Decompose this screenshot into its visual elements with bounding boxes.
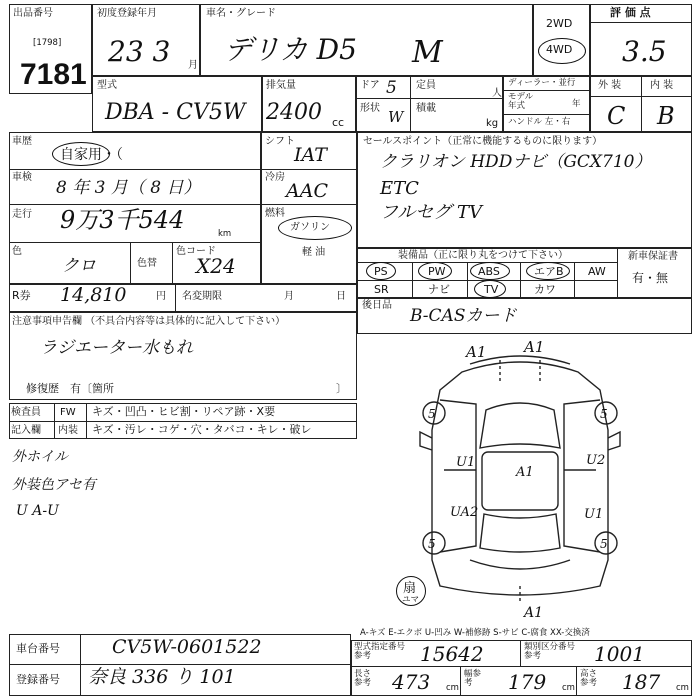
length-cm: cm: [446, 683, 459, 693]
first-reg-label: 初度登録年月: [97, 8, 157, 19]
first-reg-month-unit: 月: [188, 60, 198, 71]
width-cm: cm: [562, 683, 575, 693]
inspector-note-1: 外ホイル: [12, 449, 68, 465]
length-value: 473: [392, 670, 431, 694]
car-name: デリカ D5: [224, 33, 357, 66]
model-cat-label: 型式指定番号 参考: [354, 642, 406, 662]
fw-label: FW: [60, 407, 76, 418]
height-cm: cm: [676, 683, 689, 693]
tv-circle: [474, 280, 506, 298]
lot-label: 出品番号: [13, 8, 53, 19]
wheel-mark-rl: 5: [428, 537, 436, 551]
inspector-note-2: 外装色アセ有: [12, 477, 96, 493]
model-cat-value: 15642: [420, 642, 484, 666]
sales-line1: クラリオン HDDナビ（GCX710）: [380, 152, 652, 172]
chassis-value: CV5W-0601522: [112, 636, 262, 658]
ac-value: AAC: [286, 180, 328, 202]
equip-navi: ナビ: [428, 283, 450, 296]
model-label: 型式: [97, 80, 117, 91]
damage-mark-right-rear: U1: [584, 507, 604, 522]
wheel-mark-fr: 5: [600, 407, 608, 421]
drive-2wd: 2WD: [546, 17, 573, 30]
first-reg-value: 23 3: [108, 35, 171, 68]
capacity-label: 定員: [416, 80, 436, 91]
model-year-label: モデル年式: [508, 92, 534, 112]
fuel-gasoline: ガソリン: [290, 222, 330, 233]
equip-abs: ABS: [478, 265, 500, 278]
repair-label: 修復歴 有〔箇所: [26, 382, 114, 395]
inspector-label2: 記入欄: [11, 425, 41, 436]
shift-label: シフト: [265, 136, 295, 147]
name-change-month: 月: [284, 291, 294, 302]
fuel-label: 燃料: [265, 208, 285, 219]
after-value: B-CASカード: [410, 306, 517, 326]
recycle-label: R券: [12, 289, 31, 302]
equip-airbag: エアB: [534, 265, 564, 278]
score-label: 評 価 点: [610, 6, 651, 19]
load-unit: kg: [486, 118, 499, 129]
height-value: 187: [622, 670, 661, 694]
damage-mark-roof: A1: [516, 465, 534, 480]
interior-label: 内 装: [650, 80, 674, 91]
damage-mark-front-left: A1: [466, 343, 487, 361]
damage-mark-right-door: U2: [586, 453, 606, 468]
damage-mark-left-rear: UA2: [450, 505, 479, 520]
inspector-stamp-sub: ユマ: [402, 595, 420, 605]
name-change-label: 名変期限: [182, 291, 222, 302]
chassis-label: 車台番号: [16, 642, 60, 655]
lot-small-number: [1798]: [33, 38, 62, 48]
cc-unit: cc: [332, 116, 345, 129]
damage-mark-left-door: U1: [456, 455, 476, 470]
width-value: 179: [508, 670, 547, 694]
km-unit: km: [218, 229, 232, 239]
damage-mark-front-right: A1: [524, 338, 545, 356]
displacement-value: 2400: [266, 100, 322, 125]
car-grade: M: [412, 35, 443, 70]
pw-circle: [418, 262, 452, 280]
recycle-yen: 円: [156, 291, 166, 302]
inspector-label1: 検査員: [11, 407, 41, 418]
sales-line2: ETC: [380, 178, 419, 199]
color-value: クロ: [62, 256, 96, 276]
reg-label: 登録番号: [16, 673, 60, 686]
history-value: 自家用・（: [60, 147, 123, 163]
reg-value: 奈良 336 り 101: [88, 666, 236, 688]
inspection-label: 車検: [12, 172, 32, 183]
color-code-label: 色コード: [176, 246, 216, 257]
interior-items-label: 内装: [58, 425, 78, 436]
shift-value: IAT: [294, 144, 327, 166]
damage-legend: A-キズ E-エクボ U-凹み W-補修跡 S-サビ C-腐食 XX-交換済: [360, 628, 590, 638]
color-change-label: 色替: [137, 258, 157, 269]
door-label: ドア: [360, 80, 380, 91]
inspector-note-3: U A-U: [16, 503, 59, 519]
model-value: DBA - CV5W: [105, 100, 246, 125]
handle-label: ハンドル 左・右: [508, 117, 571, 127]
equip-pw: PW: [428, 265, 446, 278]
dealer-label: ディーラー・並行: [508, 78, 576, 88]
damage-mark-rear: A1: [524, 605, 544, 621]
sales-label: セールスポイント（正常に機能するものに限ります）: [363, 136, 603, 147]
equip-leather: カワ: [534, 283, 556, 296]
exterior-value: C: [607, 102, 626, 130]
displacement-label: 排気量: [266, 80, 296, 91]
equipment-label: 装備品（正に限り丸をつけて下さい）: [398, 250, 568, 261]
recycle-value: 14,810: [60, 284, 127, 306]
shape-value: W: [388, 108, 404, 126]
ps-circle: [366, 262, 396, 280]
name-grade-label: 車名・グレード: [206, 8, 276, 19]
door-value: 5: [386, 78, 397, 98]
mileage-label: 走行: [12, 209, 32, 220]
history-label: 車歴: [12, 136, 32, 147]
mileage-value: 9万3千544: [60, 206, 185, 234]
wheel-mark-fl: 5: [428, 407, 436, 421]
interior-value: B: [657, 102, 675, 130]
load-label: 積載: [416, 103, 436, 114]
year-unit: 年: [572, 99, 581, 109]
inspection-value: 8 年 3 月（ 8 日）: [56, 178, 201, 198]
equip-sr: SR: [374, 283, 389, 296]
color-label: 色: [12, 246, 22, 257]
score-value: 3.5: [622, 35, 667, 68]
shape-label: 形状: [360, 103, 380, 114]
color-code-value: X24: [196, 254, 236, 278]
width-label: 幅参考: [464, 669, 482, 689]
height-label: 高さ参考: [580, 669, 598, 689]
equip-tv: TV: [484, 283, 499, 296]
inspector-stamp-text: 扇: [403, 581, 417, 596]
fuel-light: 軽 油: [302, 247, 326, 258]
sales-line3: フルセグ TV: [380, 202, 483, 223]
name-change-day: 日: [336, 291, 346, 302]
length-label: 長さ参考: [354, 669, 372, 689]
after-box: [357, 298, 692, 334]
abs-circle: [470, 262, 510, 280]
ac-label: 冷房: [265, 172, 285, 183]
exterior-label: 外 装: [598, 80, 622, 91]
repair-bracket: 〕: [336, 382, 347, 395]
class-value: 1001: [594, 642, 645, 666]
fw-items: キズ・凹凸・ヒビ割・リペア跡・X要: [92, 405, 276, 418]
equip-aw: AW: [588, 265, 606, 278]
remarks-value: ラジエーター水もれ: [40, 338, 193, 358]
new-car-label: 新車保証書: [628, 251, 678, 262]
new-car-value: 有・無: [632, 271, 669, 285]
drive-4wd: 4WD: [546, 43, 573, 56]
interior-items: キズ・汚レ・コゲ・穴・タバコ・キレ・破レ: [92, 423, 312, 436]
wheel-mark-rr: 5: [600, 537, 608, 551]
capacity-unit: 人: [492, 88, 502, 99]
after-label: 後日品: [362, 300, 392, 311]
lot-number: 7181: [20, 58, 87, 91]
equip-ps: PS: [374, 265, 388, 278]
history-circle: [52, 142, 110, 166]
airbag-circle: [526, 262, 570, 280]
class-label: 類別区分番号 参考: [524, 642, 576, 662]
remarks-label: 注意事項申告欄 （不具合内容等は具体的に記入して下さい）: [12, 316, 286, 327]
